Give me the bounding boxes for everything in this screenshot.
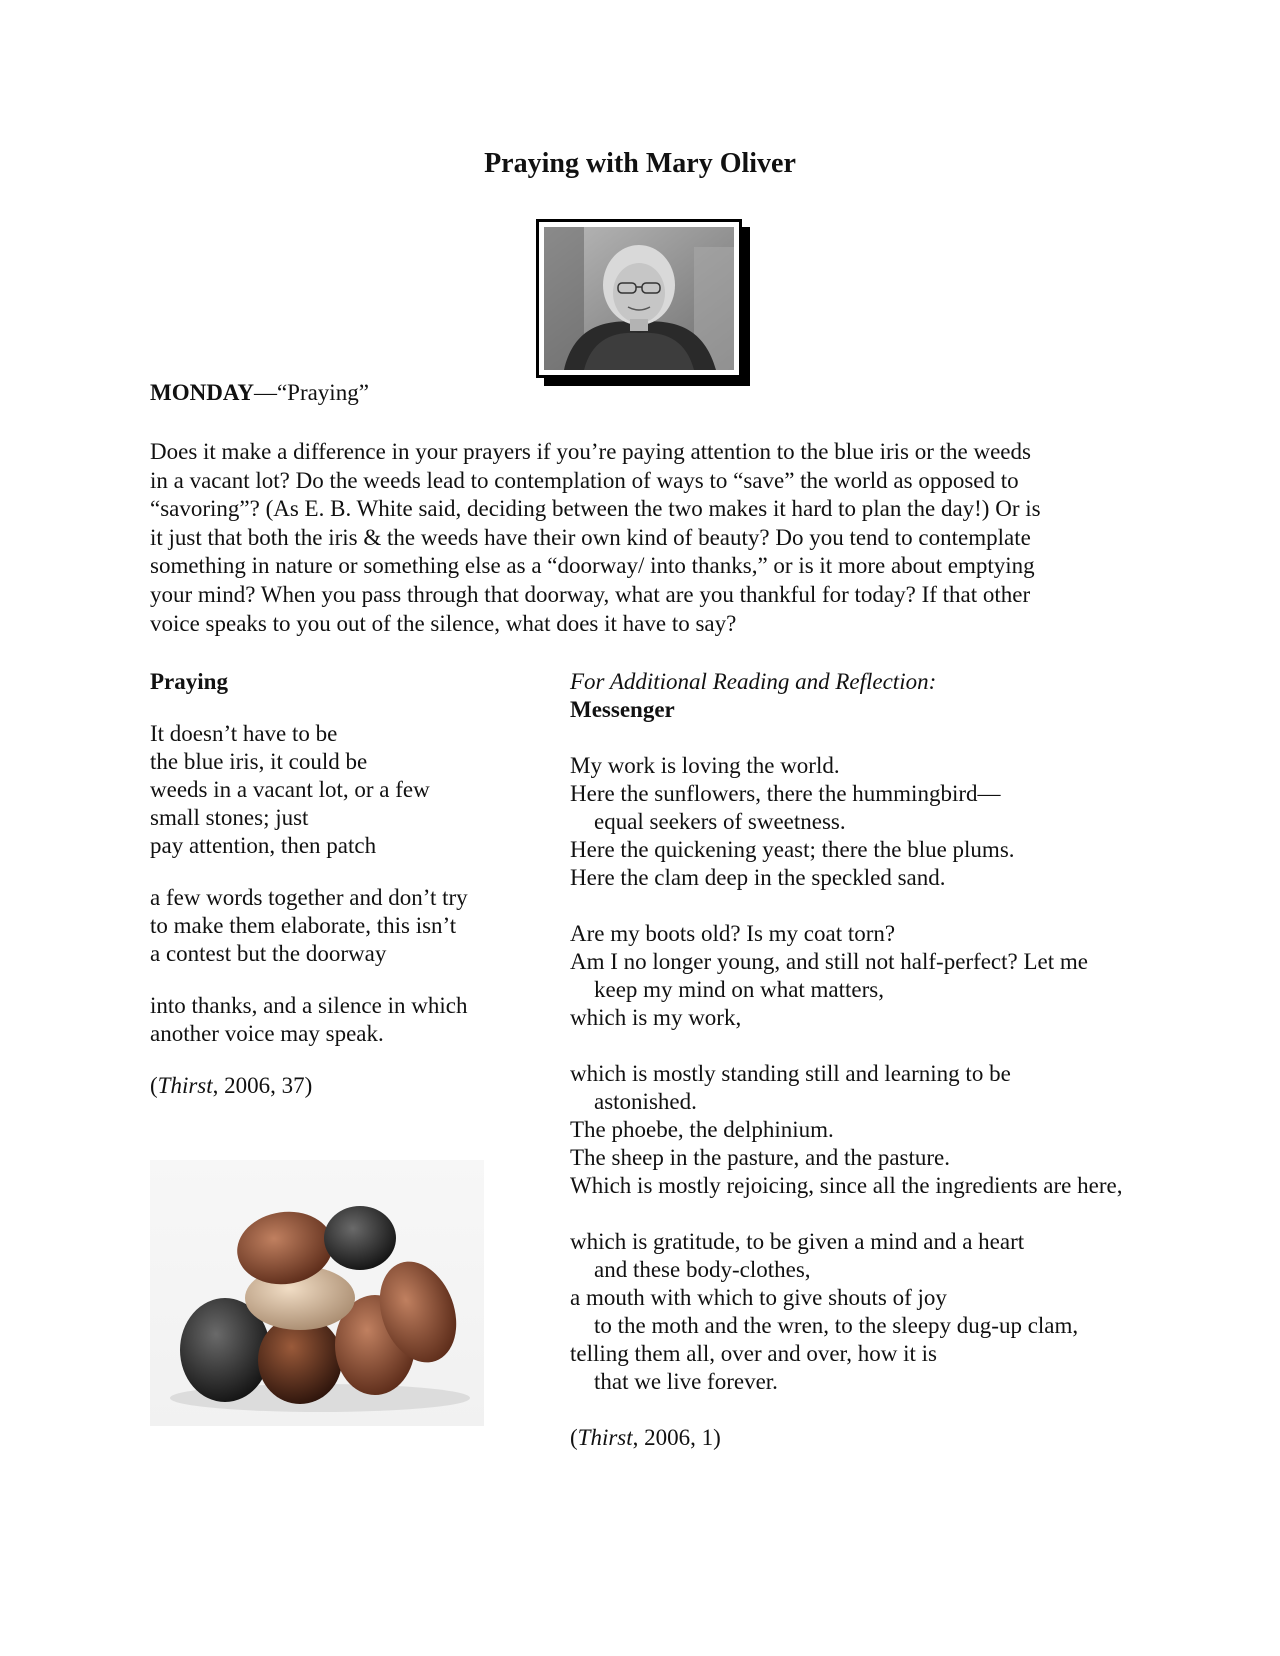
paragraph-line: something in nature or something else as a “doorway/ into thanks,” or is it more about emptying <box>150 553 1035 579</box>
stacked-stones-illustration <box>150 1160 484 1426</box>
poem-line: a mouth with which to give shouts of joy <box>570 1285 947 1310</box>
poem-line: Here the quickening yeast; there the blue plums. <box>570 837 1015 862</box>
citation-open: ( <box>570 1425 578 1450</box>
poem-line: into thanks, and a silence in which <box>150 993 468 1018</box>
paragraph-line: Does it make a difference in your prayers if you’re paying attention to the blue iris or the weeds <box>150 439 1031 464</box>
poem-line: Here the clam deep in the speckled sand. <box>570 865 946 890</box>
additional-reading-label: For Additional Reading and Reflection: <box>570 669 937 694</box>
poem-line: It doesn’t have to be <box>150 721 338 746</box>
poem-line: another voice may speak. <box>150 1021 384 1046</box>
poem-line: and these body-clothes, <box>594 1257 811 1282</box>
poem-line: Am I no longer young, and still not half-perfect? Let me <box>570 949 1088 974</box>
poem-stanza <box>150 720 530 860</box>
citation-rest: , 2006, 37) <box>212 1073 313 1098</box>
stones-image <box>150 1160 484 1426</box>
citation-book: Thirst <box>577 1425 633 1450</box>
poem-line: which is mostly standing still and learning to be <box>570 1061 1011 1086</box>
poem-line: a few words together and don’t try <box>150 885 468 910</box>
poem-line: telling them all, over and over, how it is <box>570 1341 938 1366</box>
day-heading <box>150 380 369 406</box>
poem-line: The phoebe, the delphinium. <box>570 1117 834 1142</box>
paragraph-line: in a vacant lot? Do the weeds lead to contemplation of ways to “save” the world as opposed to <box>150 467 1019 493</box>
paragraph-line: your mind? When you pass through that doorway, what are you thankful for today? If that other <box>150 581 1031 607</box>
poem-line: Here the sunflowers, there the hummingbird— <box>570 781 1001 806</box>
poem-line: small stones; just <box>150 805 309 830</box>
poem-line: Are my boots old? Is my coat torn? <box>570 921 896 946</box>
poem-stanza <box>570 752 1210 892</box>
paragraph-line: voice speaks to you out of the silence, what does it have to say? <box>150 610 737 636</box>
reflection-paragraph <box>150 438 1140 638</box>
citation-open: ( <box>150 1073 158 1098</box>
poem-praying <box>150 668 530 1100</box>
author-photo-frame <box>536 219 742 378</box>
paragraph-line: “savoring”? (As E. B. White said, deciding between the two makes it hard to plan the day!) Or is <box>150 496 1041 522</box>
poem-line: astonished. <box>594 1089 697 1114</box>
poem-citation <box>570 1424 1210 1452</box>
poem-line: My work is loving the world. <box>570 753 840 778</box>
poem-title: Praying <box>150 669 228 694</box>
poem-title: Messenger <box>570 697 675 722</box>
page-title: Praying with Mary Oliver <box>484 148 796 179</box>
paragraph-line: it just that both the iris & the weeds have their own kind of beauty? Do you tend to contemplate <box>150 524 1031 550</box>
poem-messenger <box>570 668 1210 1452</box>
poem-line: to make them elaborate, this isn’t <box>150 913 457 938</box>
poem-stanza <box>570 1060 1210 1200</box>
poem-line: keep my mind on what matters, <box>594 977 884 1002</box>
poem-line: the blue iris, it could be <box>150 749 368 774</box>
poem-line: pay attention, then patch <box>150 833 377 858</box>
citation-book: Thirst <box>157 1073 213 1098</box>
author-photo <box>544 227 734 370</box>
poem-line: which is gratitude, to be given a mind and a heart <box>570 1229 1025 1254</box>
day-separator: — <box>253 380 277 405</box>
poem-stanza <box>570 1228 1210 1396</box>
poem-stanza <box>150 992 530 1048</box>
poem-line: which is my work, <box>570 1005 742 1030</box>
poem-line: Which is mostly rejoicing, since all the ingredients are here, <box>570 1173 1123 1198</box>
day-poem-ref: “Praying” <box>276 380 369 405</box>
day-label: MONDAY <box>150 380 254 405</box>
poem-line: a contest but the doorway <box>150 941 387 966</box>
poem-line: equal seekers of sweetness. <box>594 809 846 834</box>
author-portrait-image <box>544 227 734 370</box>
poem-line: weeds in a vacant lot, or a few <box>150 777 430 802</box>
poem-stanza <box>150 884 530 968</box>
poem-line: that we live forever. <box>594 1369 778 1394</box>
poem-line: The sheep in the pasture, and the pasture. <box>570 1145 951 1170</box>
poem-citation <box>150 1072 530 1100</box>
citation-rest: , 2006, 1) <box>632 1425 721 1450</box>
poem-line: to the moth and the wren, to the sleepy dug-up clam, <box>594 1313 1079 1338</box>
poem-stanza <box>570 920 1210 1032</box>
